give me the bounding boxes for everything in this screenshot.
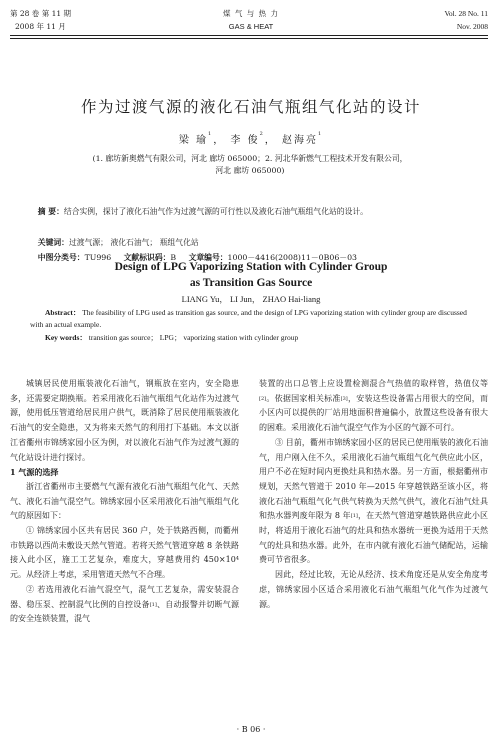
body-left-column xyxy=(10,377,239,627)
page-number: · B 06 · xyxy=(236,725,266,734)
header-rule-bottom xyxy=(10,38,488,39)
body-text: 装置的出口总管上应设置检测混合气热值的取样管，热值仪等 xyxy=(259,379,488,388)
keywords-label: 关键词： xyxy=(37,238,69,247)
english-abstract xyxy=(30,307,470,330)
section-heading: 1 气源的选择 xyxy=(10,467,59,478)
abstract-text: 结合实例，探讨了液化石油气作为过渡气源的可行性以及液化石油气瓶组气化站的设计。 xyxy=(63,207,368,216)
keywords-text: 过渡气源； 液化石油气； 瓶组气化站 xyxy=(68,238,199,247)
keywords-cn xyxy=(30,236,470,249)
english-abstract-text: The feasibility of LPG used as transition gas source, and the design of LPG vaporizing station with cylinder group are discussed with an actual example. xyxy=(30,308,467,329)
author-affil-mark: 2 xyxy=(259,131,265,137)
paper-title: 作为过渡气源的液化石油气瓶组气化站的设计 xyxy=(80,98,421,116)
journal-date-en: Nov. 2008 xyxy=(456,22,488,31)
citation: [1] xyxy=(149,601,157,608)
affiliation xyxy=(30,153,470,177)
body-text: ③ 目前，衢州市锦绣家园小区的居民已使用瓶装的液化石油气，用户刚入住不久，采用液化石油气瓶组气化气供应此小区，用户不必在短时间内更换灶具和热水器。另一方面，根据衢州市规划，天然气管道于 2010 年—2015 年穿越铁路至该小区，将液化石油气瓶组气化气供气转换为天然气供气，液化石油气灶具和热水器判废年限为 8 年 xyxy=(259,437,488,521)
author-affil-mark: 1 xyxy=(317,131,324,137)
affiliation-line: (1. 廊坊新奥燃气有限公司，河北 廊坊 065000；2. 河北华新燃气工程技术开发有限公司， xyxy=(92,154,408,163)
article-no-value: 1000－4416(2008)11－0B06－03 xyxy=(227,253,358,262)
journal-date: 2008 年 11 月 xyxy=(15,22,66,31)
english-title-line2: as Transition Gas Source xyxy=(189,277,313,289)
english-abstract-label: Abstract： xyxy=(45,308,81,317)
english-title-line1: Design of LPG Vaporizing Station with Cylinder Group xyxy=(114,261,388,273)
class-value: TU996 xyxy=(84,253,112,262)
author-name: 李 俊 xyxy=(230,135,260,146)
body-paragraph xyxy=(259,436,488,568)
body-paragraph: 因此，经过比较，无论从经济、技术角度还是从安全角度考虑，锦绣家园小区适合采用液化石油气瓶组气化气作为过渡气源。 xyxy=(259,570,488,609)
author-separator: ， xyxy=(264,135,282,146)
article-no-label: 文章编号： xyxy=(188,253,228,262)
english-keywords-text: transition gas source； LPG； vaporizing station with cylinder group xyxy=(88,333,299,342)
citation: [3] xyxy=(340,395,348,402)
english-authors: LIANG Yu， LI Jun， ZHAO Hai-liang xyxy=(181,294,321,304)
citation: [1] xyxy=(350,513,358,520)
abstract-cn xyxy=(30,205,470,218)
body-text: ② 若选用液化石油气混空气，混气工艺复杂，需安装混合器、稳压泵、控制混气比例的自控设备 xyxy=(10,584,239,609)
body-text: ，安装这些设备需占用很大的空间，而小区内可以提供的厂站用地面积普遍偏小，放置这些设备有很大的困难。采用液化石油气混空气作为小区的气源不可行。 xyxy=(259,393,489,433)
journal-name-en: GAS & HEAT xyxy=(228,22,274,31)
author-affil-mark: 1 xyxy=(208,131,214,137)
author-separator: ， xyxy=(213,135,231,146)
body-paragraph: 城镇居民使用瓶装液化石油气，钢瓶放在室内，安全隐患多，还需要定期换瓶。若采用液化石油气瓶组气化站作为过渡气源，使用低压管道给居民用户供气，既消除了居民使用瓶装液化石油气的安全隐患，又为将来天然气的利用打下基础。本文以浙江省衢州市锦绣家园小区为例，对以液化石油气作为过渡气源的气化站设计进行探讨。 xyxy=(10,379,239,462)
english-keywords-label: Key words： xyxy=(45,333,87,342)
journal-name: 煤 气 与 热 力 xyxy=(222,9,280,18)
abstract-label: 摘 要： xyxy=(37,207,64,216)
body-text: ，在天然气管道穿越铁路供应此小区时，将适用于液化石油气的灶具和热水器统一更换为适用于天然气的灶具和热水器。此外，在市内就有液化石油气储配站，运输费可节省很多。 xyxy=(259,511,488,565)
body-paragraph xyxy=(259,377,488,436)
body-text: 。依据国家相关标准 xyxy=(266,393,341,403)
author-list xyxy=(0,131,502,146)
author-name: 赵海亮 xyxy=(281,135,318,146)
body-paragraph: ① 锦绣家园小区共有居民 360 户，处于铁路西侧，而衢州市铁路以西尚未敷设天然气管道。若将天然气管道穿越 8 条铁路接入此小区，施工工艺复杂，难度大，穿越费用约 450×10⁴ 元。从经济上考虑，采用管道天然气不合理。 xyxy=(10,526,239,580)
doc-code-label: 文献标识码： xyxy=(123,253,171,262)
body-paragraph: 浙江省衢州市主要燃气气源有液化石油气瓶组气化气、天然气、液化石油气混空气。锦绣家园小区采用液化石油气瓶组气化气的原因如下： xyxy=(10,481,239,521)
header-rule-top xyxy=(10,35,488,36)
affiliation-line: 河北 廊坊 065000) xyxy=(215,166,285,175)
body-paragraph xyxy=(10,583,239,627)
doc-code-value: B xyxy=(170,253,177,262)
author-name: 梁 瑜 xyxy=(178,135,209,146)
journal-volume-en: Vol. 28 No. 11 xyxy=(444,9,488,18)
body-text: 、自动报警并切断气源的安全连锁装置，混气 xyxy=(10,599,239,624)
class-label: 中图分类号： xyxy=(37,253,85,262)
english-keywords xyxy=(30,332,470,344)
body-right-column xyxy=(259,377,488,612)
citation: [2] xyxy=(259,395,267,402)
journal-volume: 第 28 卷 第 11 期 xyxy=(10,9,72,18)
